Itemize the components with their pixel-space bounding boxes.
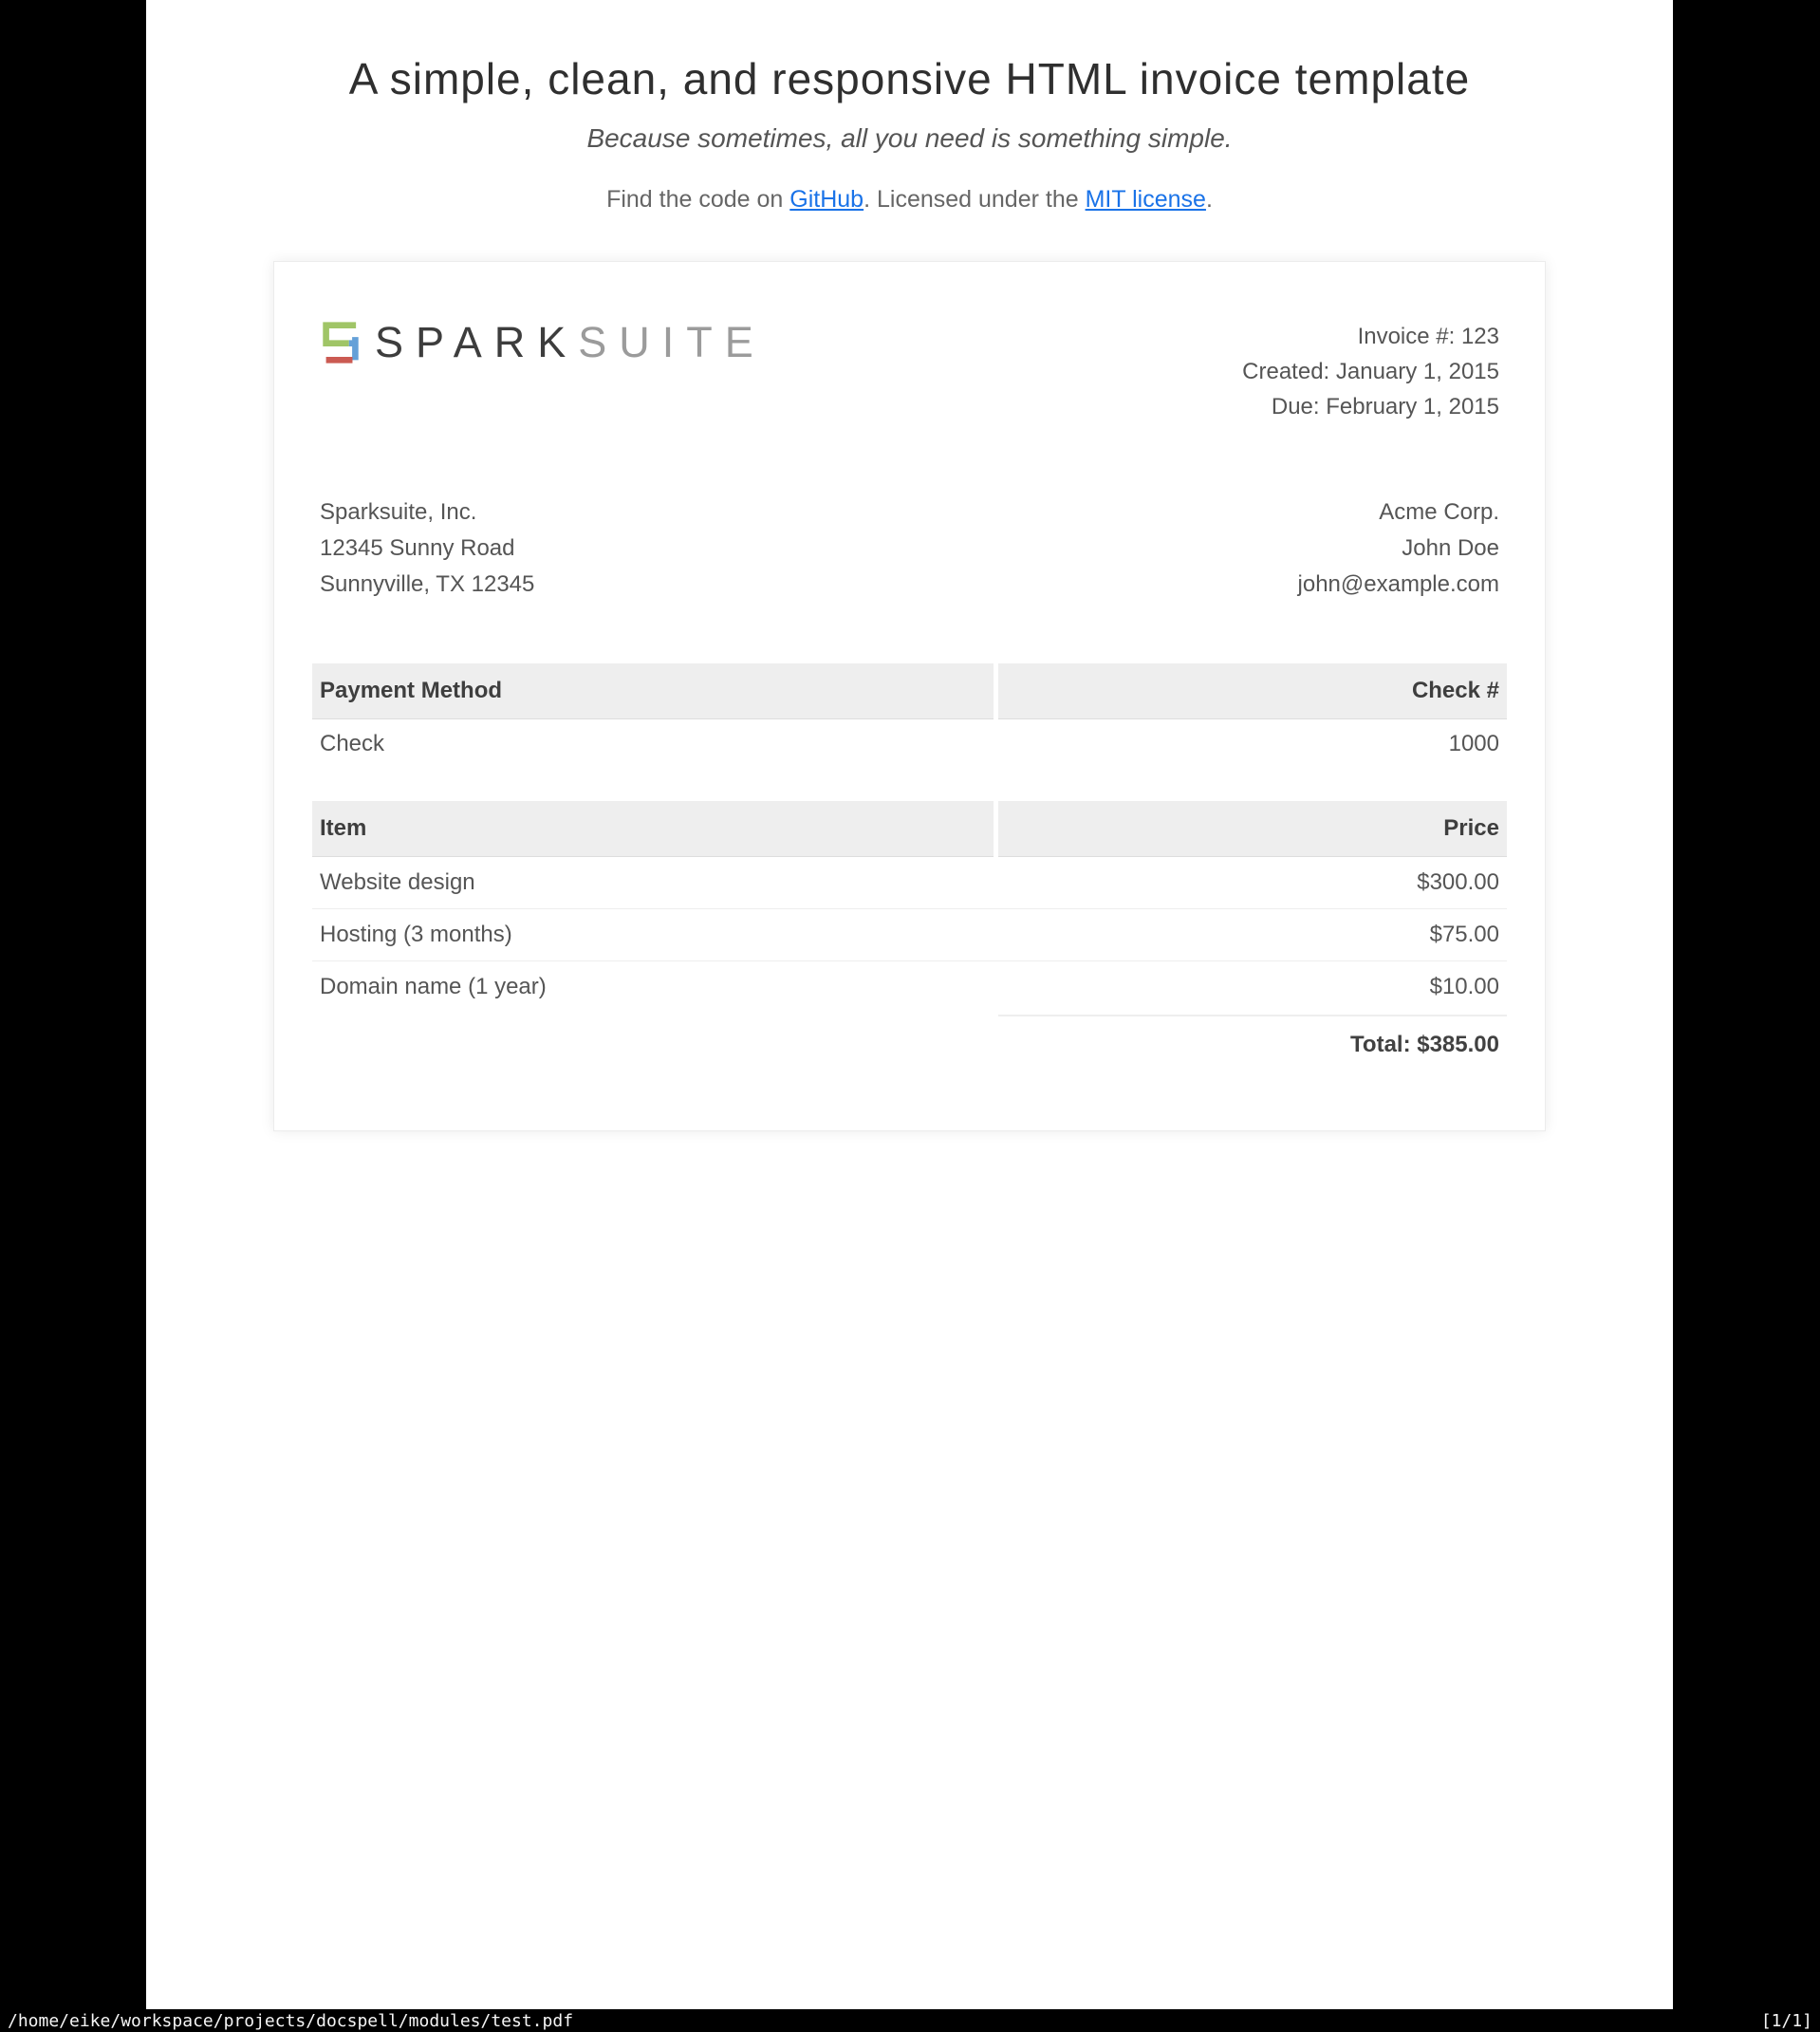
check-number-value: 1000 xyxy=(1448,731,1499,756)
payment-table-header xyxy=(312,663,1507,719)
payment-row xyxy=(312,719,1507,780)
item-name: Website design xyxy=(320,869,475,895)
statusbar-page-indicator: [1/1] xyxy=(1760,2010,1812,2031)
document-header xyxy=(146,0,1673,214)
payment-method-value: Check xyxy=(320,731,385,756)
code-line xyxy=(146,186,1673,214)
invoice-created-date: Created: January 1, 2015 xyxy=(1242,359,1499,384)
price-column-header: Price xyxy=(998,801,1507,857)
addresses-row xyxy=(312,494,1507,603)
recipient-name: John Doe xyxy=(1402,535,1499,561)
pdf-page xyxy=(146,0,1673,2009)
item-price: $10.00 xyxy=(1429,974,1499,999)
code-line-suffix: . xyxy=(1205,186,1213,213)
item-price: $300.00 xyxy=(1417,869,1499,895)
invoice-due-date: Due: February 1, 2015 xyxy=(1271,394,1499,419)
viewer-statusbar xyxy=(0,2009,1820,2032)
logo-wordmark-suite: SUITE xyxy=(578,318,766,366)
item-row xyxy=(312,961,1507,1013)
statusbar-file-path: /home/eike/workspace/projects/docspell/modules/test.pdf xyxy=(8,2010,574,2031)
item-column-header: Item xyxy=(312,801,994,857)
github-link[interactable]: GitHub xyxy=(789,186,864,213)
invoice-box xyxy=(273,261,1546,1131)
item-name: Hosting (3 months) xyxy=(320,922,512,947)
total-row xyxy=(312,1013,1507,1073)
recipient-address xyxy=(1298,494,1499,603)
payment-table xyxy=(312,663,1507,780)
page-title: A simple, clean, and responsive HTML invoice template xyxy=(348,54,1471,103)
sender-company: Sparksuite, Inc. xyxy=(320,499,477,525)
recipient-company: Acme Corp. xyxy=(1379,499,1499,525)
code-line-middle: . Licensed under the xyxy=(864,186,1086,213)
sparksuite-logo xyxy=(320,315,766,370)
sparksuite-logo-icon xyxy=(320,315,362,370)
items-table xyxy=(312,801,1507,1073)
invoice-top-row xyxy=(312,309,1507,424)
logo-wordmark xyxy=(375,318,766,367)
item-row xyxy=(312,857,1507,909)
logo-wordmark-spark: SPARK xyxy=(375,318,579,366)
sender-street: 12345 Sunny Road xyxy=(320,535,515,561)
code-line-prefix: Find the code on xyxy=(606,186,790,213)
recipient-email: john@example.com xyxy=(1297,571,1499,597)
payment-method-header: Payment Method xyxy=(312,663,994,719)
invoice-total: Total: $385.00 xyxy=(998,1015,1507,1073)
check-number-header: Check # xyxy=(998,663,1507,719)
items-table-header xyxy=(312,801,1507,857)
sender-address xyxy=(320,494,534,603)
invoice-meta xyxy=(1242,315,1499,424)
item-name: Domain name (1 year) xyxy=(320,974,547,999)
sender-city: Sunnyville, TX 12345 xyxy=(320,571,535,597)
item-row xyxy=(312,909,1507,961)
page-subtitle: Because sometimes, all you need is something simple. xyxy=(586,123,1233,153)
mit-license-link[interactable]: MIT license xyxy=(1085,186,1206,213)
invoice-number: Invoice #: 123 xyxy=(1357,324,1499,349)
item-price: $75.00 xyxy=(1429,922,1499,947)
